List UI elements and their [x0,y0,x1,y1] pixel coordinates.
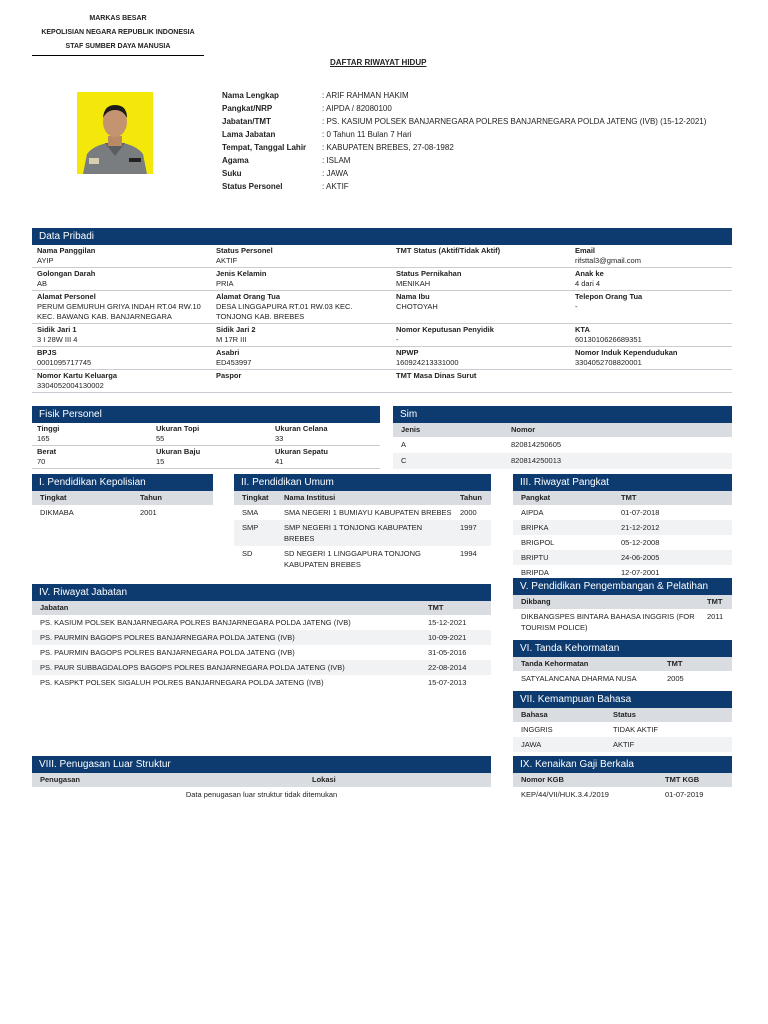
info-label: NPWP [396,348,419,357]
column-header: Tanda Kehormatan [521,659,589,668]
table-cell: SMP [242,523,259,532]
info-cell [32,447,151,467]
table-cell: SD NEGERI 1 LINGGAPURA TONJONG KABUPATEN BREBES [284,549,421,569]
info-label: Nama Ibu [396,292,430,301]
kenaikan-gaji-table [513,773,732,802]
info-value: AYIP [37,256,54,265]
table-row [513,609,732,635]
summary-value: : ISLAM [322,156,351,165]
table-header [513,708,732,722]
header-divider [32,55,204,56]
table-cell: AIPDA [521,508,544,517]
section-kenaikan-gaji-berkala [513,756,732,802]
info-label: TMT Status (Aktif/Tidak Aktif) [396,246,501,255]
info-value: 3 I 28W III 4 [37,335,78,344]
info-cell [391,269,570,289]
section-title: IV. Riwayat Jabatan [32,584,491,601]
info-cell [391,292,570,322]
summary-label: Status Personel [222,182,283,191]
table-header [32,601,491,615]
info-label: BPJS [37,348,57,357]
info-value: ED453997 [216,358,252,367]
table-row [234,520,491,546]
table-cell: TIDAK AKTIF [613,725,659,734]
table-header [32,491,213,505]
info-label: Sidik Jari 1 [37,325,77,334]
column-header: Nomor KGB [521,775,564,784]
table-cell: 2005 [667,674,684,683]
info-label: Paspor [216,371,242,380]
table-cell: 10-09-2021 [428,633,467,642]
table-cell: 1997 [460,523,477,532]
info-row [32,446,380,469]
table-row [32,505,213,520]
table-cell: 820814250013 [511,456,562,465]
summary-value: : AKTIF [322,182,349,191]
info-cell [391,348,570,368]
table-cell: C [401,456,407,465]
column-header: TMT KGB [665,775,700,784]
info-value: PRIA [216,279,234,288]
section-sim [393,406,732,469]
info-cell [32,371,211,391]
summary-value: : JAWA [322,169,349,178]
table-header [513,773,732,787]
info-cell [211,269,391,289]
table-cell: SMP NEGERI 1 TONJONG KABUPATEN BREBES [284,523,423,543]
table-header [513,491,732,505]
column-header: TMT [667,659,683,668]
info-cell [391,371,570,391]
table-row [234,546,491,572]
info-label: Golongan Darah [37,269,96,278]
table-cell: 24-06-2005 [621,553,660,562]
riwayat-jabatan-table [32,601,491,690]
info-cell [211,348,391,368]
table-cell: BRIPTU [521,553,549,562]
summary-row [222,155,722,166]
section-title: Fisik Personel [32,406,380,423]
table-cell: 1994 [460,549,477,558]
summary-label: Tempat, Tanggal Lahir [222,143,307,152]
info-label: KTA [575,325,590,334]
summary-row [222,90,722,101]
info-label: TMT Masa Dinas Surut [396,371,477,380]
section-title: VIII. Penugasan Luar Struktur [32,756,491,773]
section-title: IX. Kenaikan Gaji Berkala [513,756,732,773]
info-label: Ukuran Celana [275,424,328,433]
table-cell: A [401,440,407,449]
summary-label: Suku [222,169,242,178]
table-cell: 21-12-2012 [621,523,660,532]
info-cell [32,292,211,322]
header-penugasan: Penugasan [40,775,81,784]
kemampuan-bahasa-table [513,708,732,752]
personnel-photo-figure [77,92,153,174]
info-value: 33 [275,434,284,443]
table-cell: 2000 [460,508,477,517]
table-cell: PS. KASIUM POLSEK BANJARNEGARA POLRES BANJARNEGARA POLDA JATENG (IVB) [40,618,351,627]
info-label: Alamat Orang Tua [216,292,281,301]
column-header: Nama Institusi [284,493,336,502]
info-row [32,291,732,324]
section-title: Sim [393,406,732,423]
table-cell: 15-07-2013 [428,678,467,687]
info-cell [32,325,211,345]
info-row [32,370,732,393]
info-row [32,245,732,268]
info-value: rifsttal3@gmail.com [575,256,641,265]
info-cell [211,371,391,391]
table-cell: DIKMABA [40,508,74,517]
header-lokasi: Lokasi [312,775,336,784]
document-title: DAFTAR RIWAYAT HIDUP [330,58,427,67]
info-value: AB [37,279,48,288]
column-header: Tahun [460,493,482,502]
info-label: Nomor Keputusan Penyidik [396,325,494,334]
institution-header [32,12,204,56]
info-cell [570,371,732,391]
table-cell: BRIGPOL [521,538,555,547]
info-label: Berat [37,447,57,456]
info-cell [32,269,211,289]
fisik-grid [32,423,380,469]
info-cell [570,348,732,368]
info-label: Sidik Jari 2 [216,325,256,334]
section-title: II. Pendidikan Umum [234,474,491,491]
section-riwayat-pangkat [513,474,732,580]
info-value: MENIKAH [396,279,431,288]
info-cell [570,292,732,322]
info-value: 160924213331000 [396,358,459,367]
table-row [32,645,491,660]
summary-value: : KABUPATEN BREBES, 27-08-1982 [322,143,454,152]
summary-row [222,142,722,153]
pendidikan-umum-table [234,491,491,572]
info-value: CHOTOYAH [396,302,438,311]
table-cell: 05-12-2008 [621,538,660,547]
table-header [513,595,732,609]
info-label: Anak ke [575,269,604,278]
column-header: Nomor [511,425,536,434]
pribadi-grid [32,245,732,393]
column-header: TMT [428,603,444,612]
info-cell [211,325,391,345]
section-tanda-kehormatan [513,640,732,686]
summary-label: Nama Lengkap [222,91,279,100]
table-row [32,630,491,645]
column-header: Status [613,710,636,719]
info-cell [211,246,391,266]
info-value: 165 [37,434,50,443]
table-cell: BRIPKA [521,523,549,532]
pendidikan-kepolisian-table [32,491,213,520]
info-label: Jenis Kelamin [216,269,267,278]
summary-label: Pangkat/NRP [222,104,273,113]
info-row [32,347,732,370]
info-value: 70 [37,457,46,466]
summary-row [222,103,722,114]
table-cell: SD [242,549,253,558]
info-value: 15 [156,457,165,466]
section-title: V. Pendidikan Pengembangan & Pelatihan [513,578,732,595]
column-header: Dikbang [521,597,551,606]
empty-message: Data penugasan luar struktur tidak ditemukan [185,790,338,799]
info-label: Nama Panggilan [37,246,96,255]
info-value: 3304052708820001 [575,358,642,367]
summary-row [222,129,722,140]
header-line-1: MARKAS BESAR [89,15,147,22]
table-row [513,722,732,737]
table-row [393,453,732,469]
table-header [393,423,732,437]
column-header: Tingkat [242,493,269,502]
table-cell: SMA [242,508,259,517]
summary-value: : PS. KASIUM POLSEK BANJARNEGARA POLRES BANJARNEGARA POLDA JATENG (IVB) (15-12-2021) [322,117,707,126]
table-row [513,520,732,535]
table-cell: 01-07-2018 [621,508,660,517]
info-label: Tinggi [37,424,60,433]
summary-label: Agama [222,156,249,165]
info-cell [32,424,151,444]
info-cell [391,246,570,266]
table-row [513,737,732,752]
pengembangan-table [513,595,732,635]
info-value: 3304052004130002 [37,381,104,390]
table-cell: 15-12-2021 [428,618,467,627]
info-label: Status Personel [216,246,273,255]
column-header: Tingkat [40,493,67,502]
table-header [234,491,491,505]
info-value: PERUM GEMURUH GRIYA INDAH RT.04 RW.10 KEC. BAWANG KAB. BANJARNEGARA [37,302,201,321]
info-label: Status Pernikahan [396,269,462,278]
info-label: Alamat Personel [37,292,96,301]
table-row [393,437,732,453]
info-cell [570,269,732,289]
table-row [513,505,732,520]
summary-row [222,116,722,127]
column-header: Tahun [140,493,162,502]
summary-row [222,168,722,179]
column-header: TMT [707,597,723,606]
table-cell: PS. KASPKT POLSEK SIGALUH POLRES BANJARNEGARA POLDA JATENG (IVB) [40,678,324,687]
table-cell: INGGRIS [521,725,553,734]
column-header: TMT [621,493,637,502]
tanda-kehormatan-table [513,657,732,686]
header-line-3: STAF SUMBER DAYA MANUSIA [65,43,171,50]
summary-value: : ARIF RAHMAN HAKIM [322,91,409,100]
table-cell: SMA NEGERI 1 BUMIAYU KABUPATEN BREBES [284,508,452,517]
sim-table [393,423,732,469]
table-cell: JAWA [521,740,542,749]
table-cell: PS. PAURMIN BAGOPS POLRES BANJARNEGARA POLDA JATENG (IVB) [40,648,295,657]
info-value: - [396,335,399,344]
table-cell: 31-05-2016 [428,648,467,657]
table-cell: PS. PAURMIN BAGOPS POLRES BANJARNEGARA POLDA JATENG (IVB) [40,633,295,642]
table-row [32,660,491,675]
table-cell: PS. PAUR SUBBAGDALOPS BAGOPS POLRES BANJARNEGARA POLDA JATENG (IVB) [40,663,345,672]
riwayat-pangkat-table [513,491,732,580]
section-title: III. Riwayat Pangkat [513,474,732,491]
section-pendidikan-kepolisian [32,474,213,520]
info-label: Telepon Orang Tua [575,292,643,301]
info-label: Ukuran Topi [156,424,200,433]
info-value: AKTIF [216,256,238,265]
info-cell [270,424,380,444]
info-row [32,423,380,446]
info-label: Ukuran Baju [156,447,201,456]
info-cell [151,447,270,467]
info-label: Email [575,246,596,255]
info-label: Asabri [216,348,240,357]
info-cell [32,246,211,266]
summary-value: : AIPDA / 82080100 [322,104,392,113]
table-header [513,657,732,671]
table-cell: DIKBANGSPES BINTARA BAHASA INGGRIS (FOR TOURISM POLICE) [521,612,695,632]
table-row [234,505,491,520]
info-cell [270,447,380,467]
info-cell [391,325,570,345]
table-cell: 2001 [140,508,157,517]
section-pendidikan-pengembangan [513,578,732,635]
summary-label: Lama Jabatan [222,130,276,139]
personnel-photo [77,92,153,174]
info-value: 4 dari 4 [575,279,601,288]
table-cell: 22-08-2014 [428,663,467,672]
column-header: Jenis [401,425,421,434]
info-label: Ukuran Sepatu [275,447,328,456]
info-row [32,268,732,291]
section-title: VII. Kemampuan Bahasa [513,691,732,708]
section-riwayat-jabatan [32,584,491,690]
table-cell: BRIPDA [521,568,549,577]
table-header [32,773,491,787]
section-title: I. Pendidikan Kepolisian [32,474,213,491]
section-kemampuan-bahasa [513,691,732,752]
table-cell: KEP/44/VII/HUK.3.4./2019 [521,790,609,799]
info-row [32,324,732,347]
section-fisik-personel [32,406,380,469]
info-value: DESA LINGGAPURA RT.01 RW.03 KEC. TONJONG KAB. BREBES [216,302,353,321]
table-cell: 01-07-2019 [665,790,704,799]
table-row [32,615,491,630]
table-row [513,550,732,565]
section-title: VI. Tanda Kehormatan [513,640,732,657]
column-header: Jabatan [40,603,69,612]
table-cell: 2011 [707,612,724,621]
header-line-2: KEPOLISIAN NEGARA REPUBLIK INDONESIA [41,29,195,36]
column-header: Bahasa [521,710,548,719]
section-data-pribadi [32,228,732,393]
info-cell [570,246,732,266]
info-value: M 17R III [216,335,247,344]
info-label: Nomor Induk Kependudukan [575,348,678,357]
info-cell [211,292,391,322]
column-header: Pangkat [521,493,551,502]
table-cell: AKTIF [613,740,635,749]
table-row [513,787,732,802]
info-cell [32,348,211,368]
info-value: 41 [275,457,284,466]
table-row [32,675,491,690]
info-value: 0001095717745 [37,358,92,367]
info-value: 6013010626689351 [575,335,642,344]
summary-label: Jabatan/TMT [222,117,271,126]
summary-row [222,181,722,192]
info-cell [151,424,270,444]
info-cell [570,325,732,345]
summary-value: : 0 Tahun 11 Bulan 7 Hari [322,130,412,139]
section-pendidikan-umum [234,474,491,572]
info-value: 55 [156,434,165,443]
table-cell: 820814250605 [511,440,562,449]
table-cell: 12-07-2001 [621,568,660,577]
info-value: - [575,302,578,311]
table-row [513,535,732,550]
summary-block [222,90,722,194]
info-label: Nomor Kartu Keluarga [37,371,118,380]
table-cell: SATYALANCANA DHARMA NUSA [521,674,637,683]
section-penugasan-luar-struktur [32,756,491,799]
table-row [513,671,732,686]
section-title: Data Pribadi [32,228,732,245]
